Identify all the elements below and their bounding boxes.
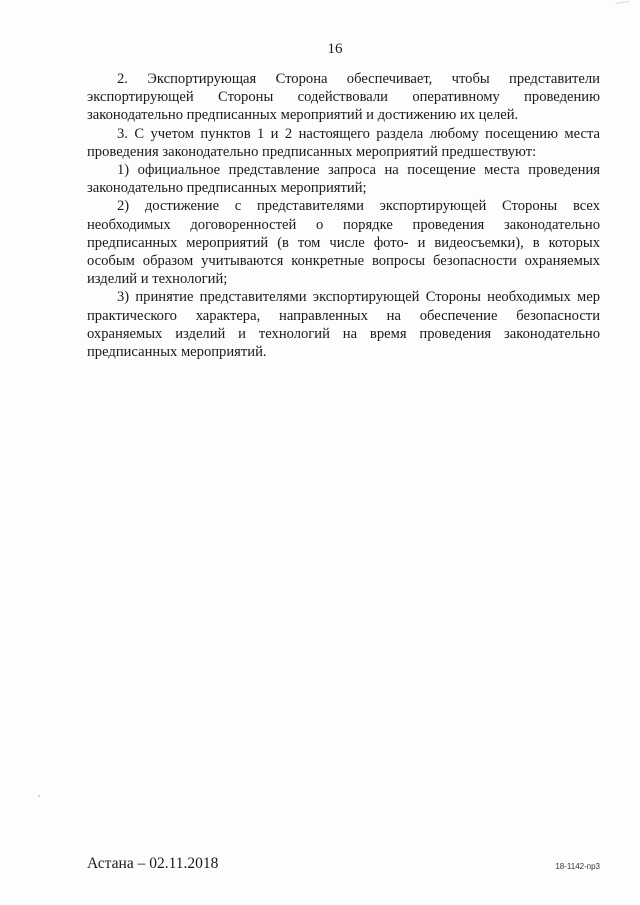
paragraph-section-3: 3. С учетом пунктов 1 и 2 настоящего раздела любому посещению места проведения законодательно предписанных мероприятий предшествуют: <box>87 125 600 160</box>
scan-artifact <box>615 1 630 12</box>
footer-document-code: 18-1142-пр3 <box>555 862 600 871</box>
list-item-1: 1) официальное представление запроса на посещение места проведения законодательно предписанных мероприятий; <box>87 162 600 197</box>
paragraph-section-2: 2. Экспортирующая Сторона обеспечивает, чтобы представители экспортирующей Стороны содействовали оперативному проведению законодательно предписанных мероприятий и достижению их целей. <box>87 71 600 124</box>
list-item-3: 3) принятие представителями экспортирующей Стороны необходимых мер практического характера, направленных на обеспечение безопасности охраняемых изделий и технологий на время проведения законодательно предписанных мероприятий. <box>87 289 600 361</box>
footer-place-date: Астана – 02.11.2018 <box>87 855 219 872</box>
page-number: 16 <box>327 41 343 57</box>
scan-dust-speck <box>38 795 40 797</box>
document-body <box>87 70 600 361</box>
list-item-2: 2) достижение с представителями экспортирующей Стороны всех необходимых договоренностей о порядке проведения законодательно предписанных мероприятий (в том числе фото- и видеосъемки), в которых особым образом учитываются конкретные вопросы безопасности охраняемых изделий и технологий; <box>87 198 600 288</box>
